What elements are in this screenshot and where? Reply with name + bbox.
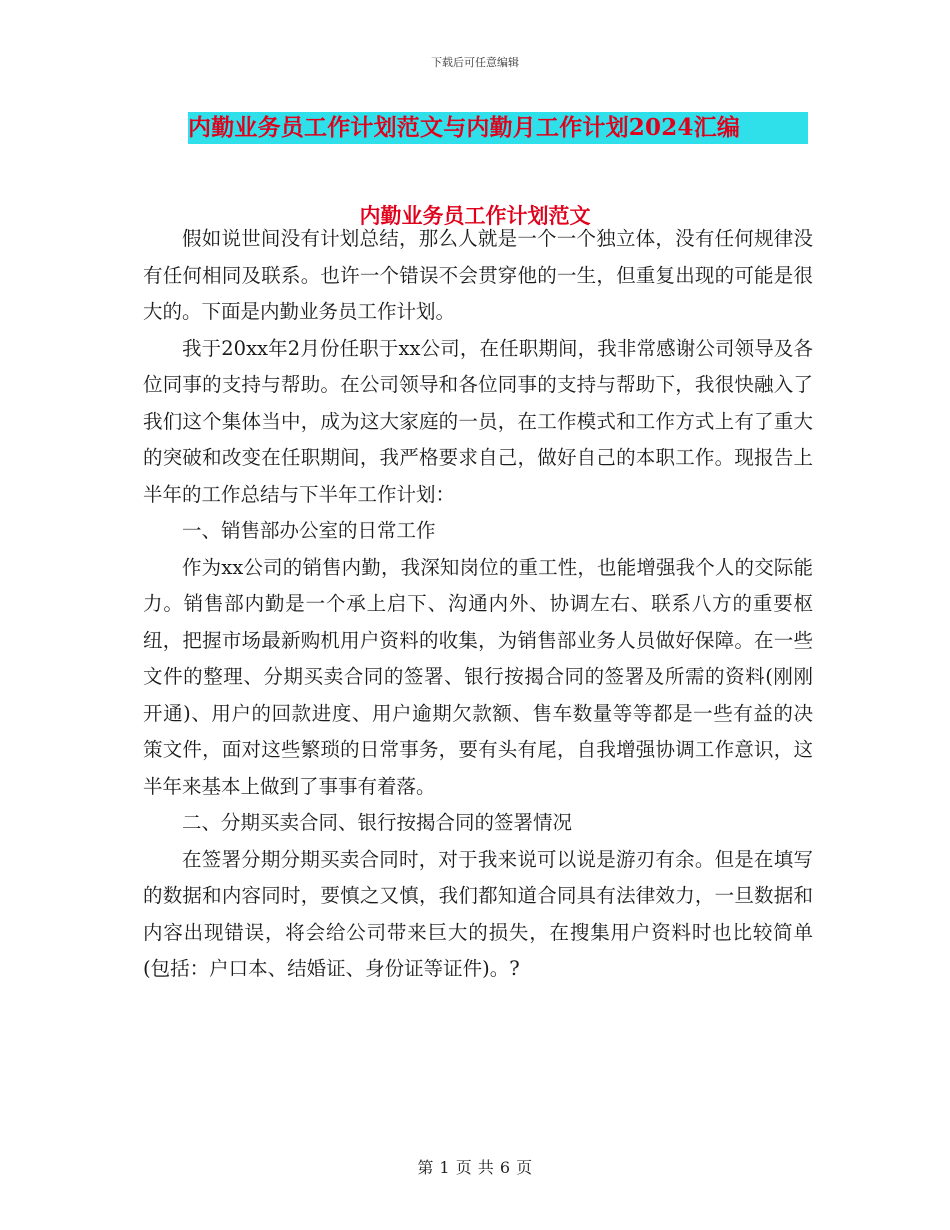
page-number: 第 1 页 共 6 页	[417, 1158, 533, 1177]
document-title: 内勤业务员工作计划范文与内勤月工作计划2024汇编	[188, 112, 808, 144]
heading-contracts: 二、分期买卖合同、银行按揭合同的签署情况	[182, 811, 573, 834]
paragraph-contracts: 在签署分期分期买卖合同时，对于我来说可以说是游刃有余。但是在填写的数据和内容同时，要慎之又慎，我们都知道合同具有法律效力，一旦数据和内容出现错误，将会给公司带来巨大的损失，在搜集用户资料时也比较简单(包括：户口本、结婚证、身份证等证件)。?	[143, 847, 813, 980]
paragraph-intro: 假如说世间没有计划总结，那么人就是一个一个独立体，没有任何规律没有任何相同及联系。也许一个错误不会贯穿他的一生，但重复出现的可能是很大的。下面是内勤业务员工作计划。	[143, 227, 813, 323]
heading-daily-work: 一、销售部办公室的日常工作	[182, 519, 436, 542]
paragraph-daily-work: 作为xx公司的销售内勤，我深知岗位的重工性，也能增强我个人的交际能力。销售部内勤是一个承上启下、沟通内外、协调左右、联系八方的重要枢纽，把握市场最新购机用户资料的收集，为销售部业务人员做好保障。在一些文件的整理、分期买卖合同的签署、银行按揭合同的签署及所需的资料(刚刚开通)、用户的回款进度、用户逾期欠款额、售车数量等等都是一些有益的决策文件，面对这些繁琐的日常事务，要有头有尾，自我增强协调工作意识，这半年来基本上做到了事事有着落。	[143, 555, 813, 798]
page-header-note: 下载后可任意编辑	[431, 56, 519, 69]
section-title: 内勤业务员工作计划范文	[359, 203, 591, 228]
paragraph-employment: 我于20xx年2月份任职于xx公司，在任职期间，我非常感谢公司领导及各位同事的支持与帮助。在公司领导和各位同事的支持与帮助下，我很快融入了我们这个集体当中，成为这大家庭的一员，在工作模式和工作方式上有了重大的突破和改变在任职期间，我严格要求自己，做好自己的本职工作。现报告上半年的工作总结与下半年工作计划：	[143, 336, 813, 506]
document-body	[143, 221, 813, 988]
